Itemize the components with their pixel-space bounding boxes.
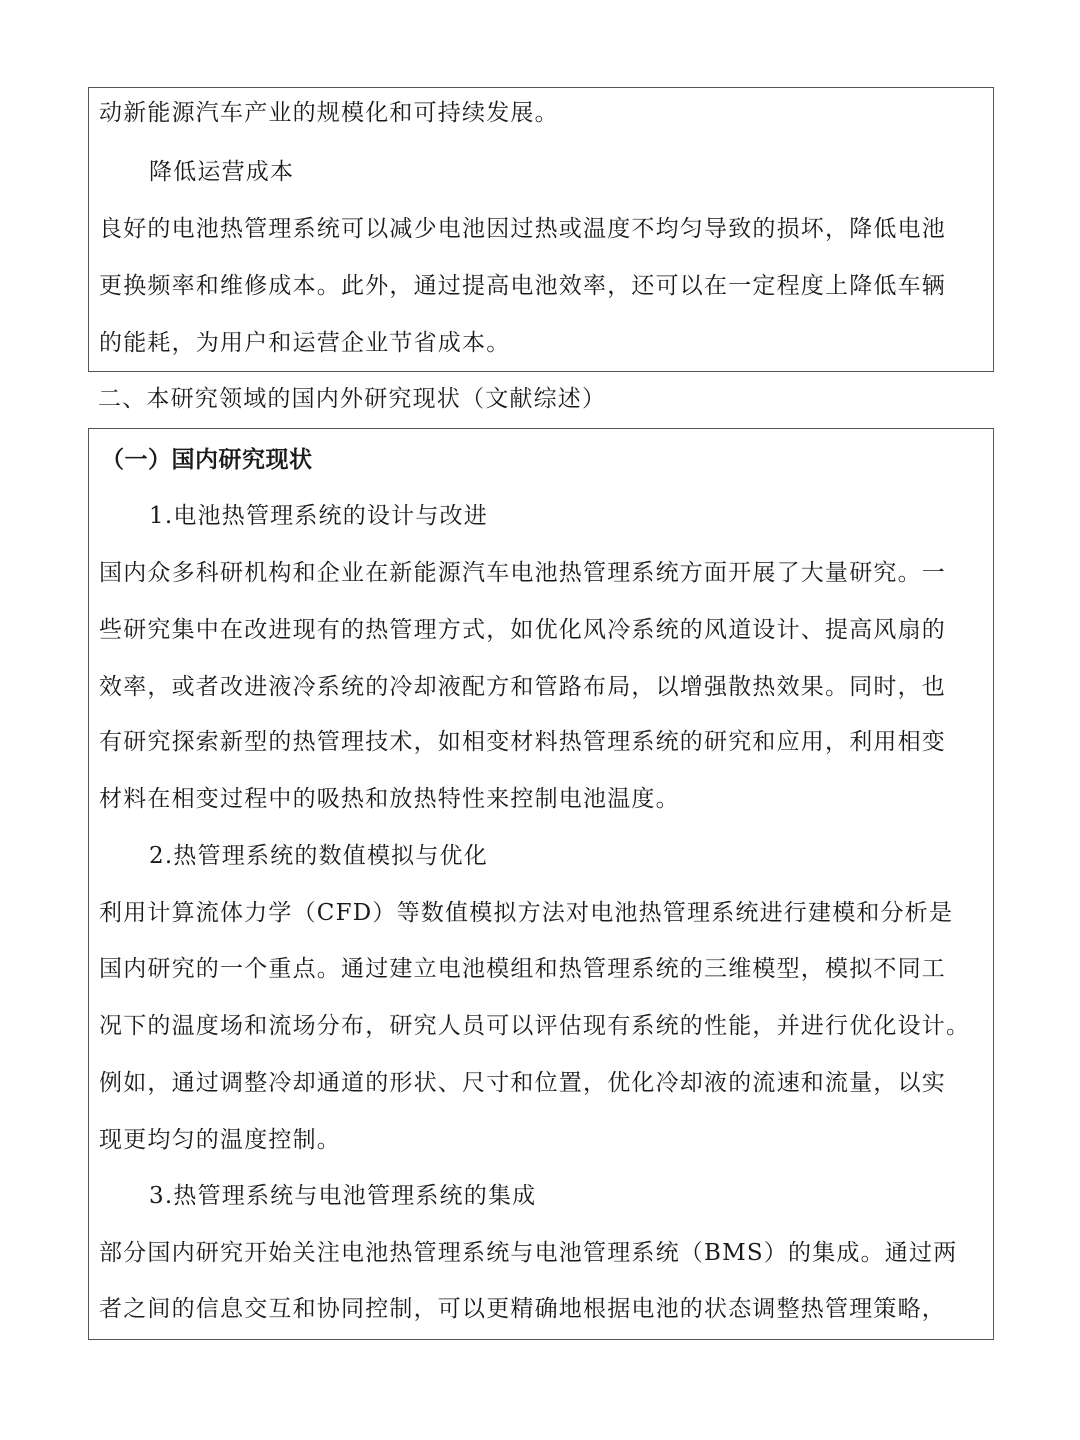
paragraph-line: 材料在相变过程中的吸热和放热特性来控制电池温度。: [99, 786, 680, 812]
topic-heading: 降低运营成本: [149, 159, 295, 185]
paragraph-line: 些研究集中在改进现有的热管理方式，如优化风冷系统的风道设计、提高风扇的: [99, 617, 946, 643]
topic-heading: 2.热管理系统的数值模拟与优化: [149, 843, 488, 869]
paragraph-line: 国内众多科研机构和企业在新能源汽车电池热管理系统方面开展了大量研究。一: [99, 560, 946, 586]
paragraph-line: 部分国内研究开始关注电池热管理系统与电池管理系统（BMS）的集成。通过两: [99, 1240, 958, 1266]
paragraph-line: 利用计算流体力学（CFD）等数值模拟方法对电池热管理系统进行建模和分析是: [99, 900, 954, 926]
paragraph-line: 更换频率和维修成本。此外，通过提高电池效率，还可以在一定程度上降低车辆: [99, 273, 946, 299]
section-heading: 二、本研究领域的国内外研究现状（文献综述）: [98, 386, 607, 412]
literature-review-box: [88, 428, 994, 1340]
topic-heading: 3.热管理系统与电池管理系统的集成: [149, 1183, 537, 1209]
topic-heading: 1.电池热管理系统的设计与改进: [149, 503, 488, 529]
paragraph-line: 有研究探索新型的热管理技术，如相变材料热管理系统的研究和应用，利用相变: [99, 729, 946, 755]
paragraph-line: 动新能源汽车产业的规模化和可持续发展。: [99, 100, 559, 126]
paragraph-line: 况下的温度场和流场分布，研究人员可以评估现有系统的性能，并进行优化设计。: [99, 1013, 971, 1039]
paragraph-line: 国内研究的一个重点。通过建立电池模组和热管理系统的三维模型，模拟不同工: [99, 956, 946, 982]
text-box-continuation: [88, 87, 994, 372]
paragraph-line: 例如，通过调整冷却通道的形状、尺寸和位置，优化冷却液的流速和流量，以实: [99, 1070, 946, 1096]
paragraph-line: 良好的电池热管理系统可以减少电池因过热或温度不均匀导致的损坏，降低电池: [99, 216, 946, 242]
paragraph-line: 现更均匀的温度控制。: [99, 1127, 341, 1153]
paragraph-line: 者之间的信息交互和协同控制，可以更精确地根据电池的状态调整热管理策略，: [99, 1296, 946, 1322]
paragraph-line: 的能耗，为用户和运营企业节省成本。: [99, 330, 511, 356]
subsection-heading: （一）国内研究现状: [101, 447, 313, 473]
paragraph-line: 效率，或者改进液冷系统的冷却液配方和管路布局，以增强散热效果。同时，也: [99, 674, 946, 700]
